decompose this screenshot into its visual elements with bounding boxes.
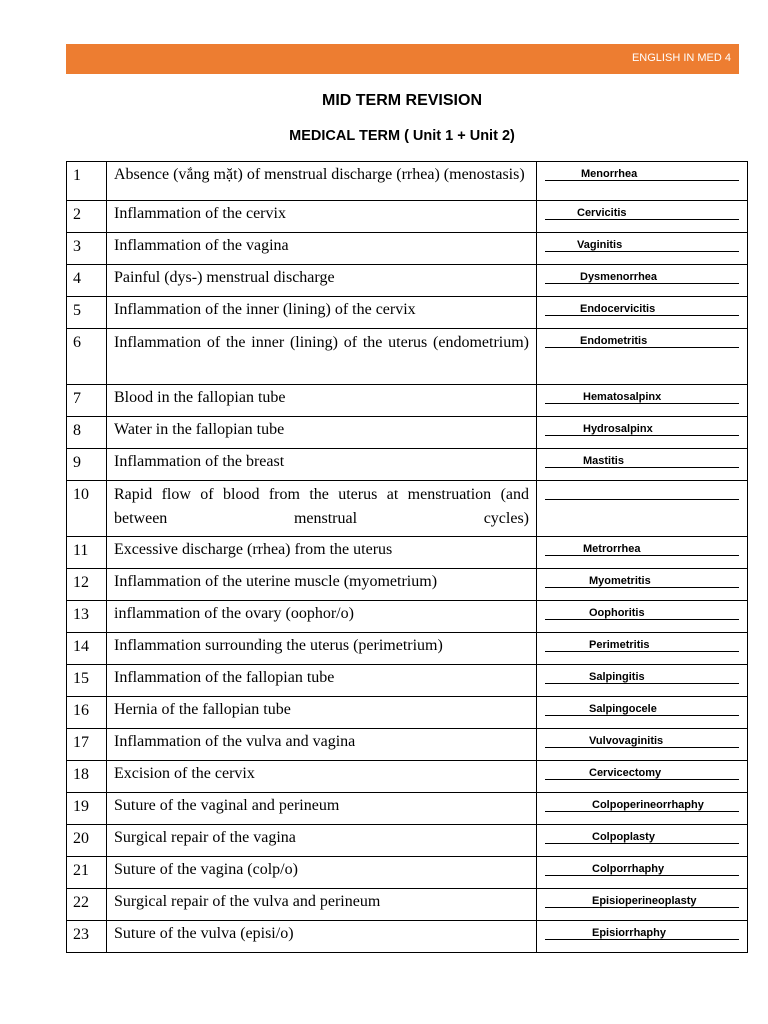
row-number: 2: [67, 201, 107, 233]
term-description: Hernia of the fallopian tube: [107, 697, 537, 729]
answer-text: Mastitis: [583, 455, 624, 467]
table-row: [67, 633, 748, 665]
table-row: [67, 201, 748, 233]
term-description: Suture of the vagina (colp/o): [107, 857, 537, 889]
answer-text: Vulvovaginitis: [589, 735, 664, 747]
answer-line: [545, 435, 739, 436]
term-description: Blood in the fallopian tube: [107, 385, 537, 417]
answer-line: [545, 587, 739, 588]
answer-cell: [537, 601, 748, 633]
table-row: [67, 729, 748, 761]
table-row: [67, 385, 748, 417]
table-row: [67, 329, 748, 385]
page-subtitle: MEDICAL TERM ( Unit 1 + Unit 2): [289, 128, 515, 144]
row-number: 6: [67, 329, 107, 385]
term-description: Inflammation of the inner (lining) of the cervix: [107, 297, 537, 329]
table-row: [67, 417, 748, 449]
answer-line: [545, 747, 739, 748]
table-row: [67, 665, 748, 697]
term-description: Rapid flow of blood from the uterus at menstruation (and between menstrual cycles): [107, 481, 537, 537]
term-description: Painful (dys-) menstrual discharge: [107, 265, 537, 297]
table-row: [67, 162, 748, 201]
table-row: [67, 601, 748, 633]
answer-text: Hydrosalpinx: [583, 423, 653, 435]
answer-line: [545, 939, 739, 940]
answer-cell: [537, 857, 748, 889]
table-row: [67, 793, 748, 825]
answer-cell: [537, 665, 748, 697]
row-number: 4: [67, 265, 107, 297]
term-description: Excessive discharge (rrhea) from the uterus: [107, 537, 537, 569]
table-row: [67, 449, 748, 481]
answer-line: [545, 875, 739, 876]
answer-cell: [537, 729, 748, 761]
answer-line: [545, 347, 739, 348]
answer-text: Hematosalpinx: [583, 391, 662, 403]
row-number: 11: [67, 537, 107, 569]
answer-cell: [537, 889, 748, 921]
term-description: Suture of the vulva (episi/o): [107, 921, 537, 953]
answer-line: [545, 251, 739, 252]
table-row: [67, 825, 748, 857]
table-row: [67, 921, 748, 953]
table-row: [67, 233, 748, 265]
row-number: 15: [67, 665, 107, 697]
answer-text: Menorrhea: [581, 168, 638, 180]
term-description: Surgical repair of the vulva and perineum: [107, 889, 537, 921]
term-description: Surgical repair of the vagina: [107, 825, 537, 857]
row-number: 23: [67, 921, 107, 953]
table-row: [67, 265, 748, 297]
answer-text: Salpingocele: [589, 703, 657, 715]
answer-line: [545, 715, 739, 716]
answer-text: Colpoplasty: [592, 831, 655, 843]
row-number: 9: [67, 449, 107, 481]
term-description: Inflammation of the cervix: [107, 201, 537, 233]
answer-cell: [537, 761, 748, 793]
answer-line: [545, 843, 739, 844]
answer-cell: [537, 449, 748, 481]
term-description: Excision of the cervix: [107, 761, 537, 793]
term-description: Inflammation of the inner (lining) of the uterus (endometrium): [107, 329, 537, 385]
answer-cell: [537, 697, 748, 729]
answer-cell: [537, 825, 748, 857]
answer-cell: [537, 265, 748, 297]
answer-cell: [537, 481, 748, 537]
row-number: 17: [67, 729, 107, 761]
answer-text: Episioperineoplasty: [592, 895, 697, 907]
answer-text: Colporrhaphy: [592, 863, 665, 875]
answer-line: [545, 499, 739, 500]
answer-text: Endocervicitis: [580, 303, 656, 315]
header-bar: [66, 44, 739, 74]
answer-cell: [537, 417, 748, 449]
table-row: [67, 481, 748, 537]
answer-cell: [537, 537, 748, 569]
answer-line: [545, 467, 739, 468]
answer-line: [545, 651, 739, 652]
row-number: 3: [67, 233, 107, 265]
term-description: Absence (vắng mặt) of menstrual discharge (rrhea) (menostasis): [107, 162, 537, 201]
row-number: 8: [67, 417, 107, 449]
answer-text: Colpoperineorrhaphy: [592, 799, 704, 811]
answer-cell: [537, 921, 748, 953]
answer-text: Myometritis: [589, 575, 651, 587]
answer-line: [545, 907, 739, 908]
answer-text: Dysmenorrhea: [580, 271, 658, 283]
term-description: Inflammation of the fallopian tube: [107, 665, 537, 697]
row-number: 22: [67, 889, 107, 921]
answer-text: Metrorrhea: [583, 543, 641, 555]
answer-text: Oophoritis: [589, 607, 645, 619]
term-description: Inflammation surrounding the uterus (perimetrium): [107, 633, 537, 665]
term-description: inflammation of the ovary (oophor/o): [107, 601, 537, 633]
answer-line: [545, 315, 739, 316]
row-number: 16: [67, 697, 107, 729]
table-row: [67, 697, 748, 729]
table-row: [67, 297, 748, 329]
answer-line: [545, 811, 739, 812]
answer-cell: [537, 633, 748, 665]
row-number: 19: [67, 793, 107, 825]
answer-text: Cervicitis: [577, 207, 627, 219]
term-description: Inflammation of the vulva and vagina: [107, 729, 537, 761]
header-label: ENGLISH IN MED 4: [631, 52, 731, 64]
answer-line: [545, 619, 739, 620]
answer-text: Vaginitis: [577, 239, 623, 251]
answer-line: [545, 180, 739, 181]
answer-cell: [537, 297, 748, 329]
row-number: 5: [67, 297, 107, 329]
answer-cell: [537, 569, 748, 601]
answer-line: [545, 779, 739, 780]
row-number: 10: [67, 481, 107, 537]
answer-cell: [537, 201, 748, 233]
answer-cell: [537, 385, 748, 417]
answer-text: Salpingitis: [589, 671, 645, 683]
table-row: [67, 537, 748, 569]
answer-text: Cervicectomy: [589, 767, 662, 779]
answer-line: [545, 555, 739, 556]
term-description: Inflammation of the breast: [107, 449, 537, 481]
row-number: 21: [67, 857, 107, 889]
answer-text: Episiorrhaphy: [592, 927, 666, 939]
answer-cell: [537, 233, 748, 265]
page-title: MID TERM REVISION: [321, 92, 482, 109]
answer-cell: [537, 162, 748, 201]
term-description: Suture of the vaginal and perineum: [107, 793, 537, 825]
row-number: 7: [67, 385, 107, 417]
terms-table: [66, 161, 748, 953]
term-description: Inflammation of the uterine muscle (myometrium): [107, 569, 537, 601]
table-row: [67, 761, 748, 793]
row-number: 20: [67, 825, 107, 857]
answer-line: [545, 283, 739, 284]
answer-line: [545, 403, 739, 404]
answer-text: Endometritis: [580, 335, 648, 347]
row-number: 1: [67, 162, 107, 201]
answer-line: [545, 683, 739, 684]
table-row: [67, 857, 748, 889]
answer-cell: [537, 329, 748, 385]
term-description: Inflammation of the vagina: [107, 233, 537, 265]
table-row: [67, 889, 748, 921]
row-number: 14: [67, 633, 107, 665]
table-row: [67, 569, 748, 601]
term-description: Water in the fallopian tube: [107, 417, 537, 449]
row-number: 13: [67, 601, 107, 633]
answer-text: Perimetritis: [589, 639, 650, 651]
row-number: 12: [67, 569, 107, 601]
answer-line: [545, 219, 739, 220]
answer-cell: [537, 793, 748, 825]
row-number: 18: [67, 761, 107, 793]
